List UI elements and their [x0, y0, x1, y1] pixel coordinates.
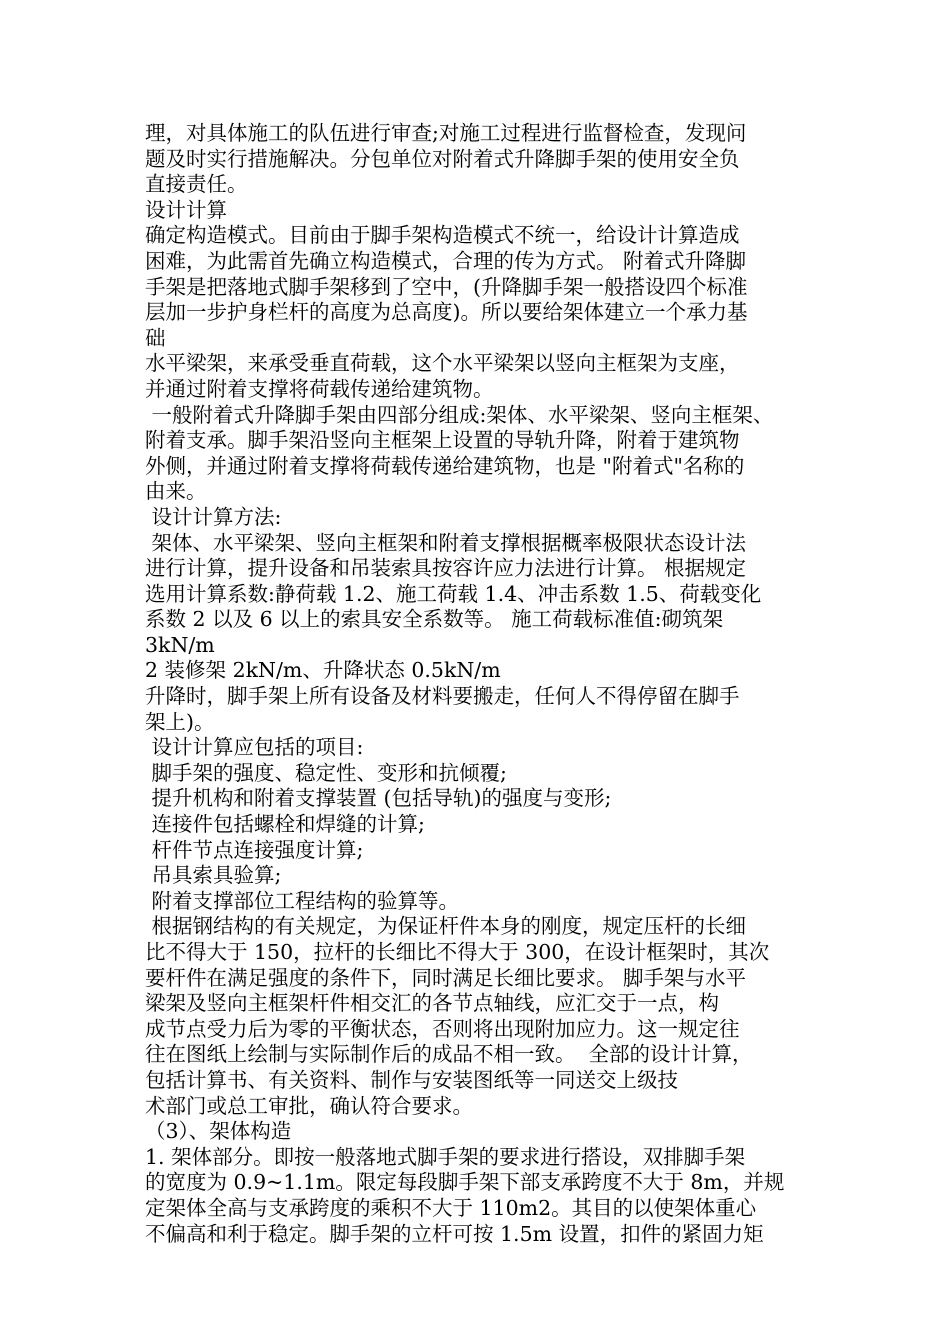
text-line: 往在图纸上绘制与实际制作后的成品不相一致。 全部的设计计算， [145, 1042, 753, 1067]
section-heading: （3）、架体构造 [145, 1119, 292, 1144]
text-line: 不偏高和利于稳定。脚手架的立杆可按 1.5m 设置，扣件的紧固力矩 [145, 1221, 764, 1246]
text-line: 一般附着式升降脚手架由四部分组成:架体、水平梁架、竖向主框架、 [145, 402, 774, 427]
section-heading: 设计计算应包括的项目: [145, 735, 364, 760]
text-line: 术部门或总工审批，确认符合要求。 [145, 1093, 473, 1118]
section-heading: 设计计算方法: [145, 504, 282, 529]
text-line: 手架是把落地式脚手架移到了空中，(升降脚手架一般搭设四个标准 [145, 274, 748, 299]
text-line: 1. 架体部分。即按一般落地式脚手架的要求进行搭设，双排脚手架 [145, 1144, 746, 1169]
list-item: 附着支撑部位工程结构的验算等。 [145, 888, 460, 913]
text-line: 架体、水平梁架、竖向主框架和附着支撑根据概率极限状态设计法 [145, 530, 747, 555]
text-line: 梁架及竖向主框架杆件相交汇的各节点轴线，应汇交于一点，构 [145, 991, 719, 1016]
text-line: 层加一步护身栏杆的高度为总高度)。所以要给架体建立一个承力基 [145, 300, 748, 325]
list-item: 脚手架的强度、稳定性、变形和抗倾覆; [145, 760, 507, 785]
text-line: 的宽度为 0.9~1.1m。限定每段脚手架下部支承跨度不大于 8m，并规 [145, 1170, 785, 1195]
text-line: 由来。 [145, 479, 207, 504]
document-body [145, 121, 845, 1247]
section-heading: 设计计算 [145, 197, 227, 222]
text-line: 系数 2 以及 6 以上的索具安全系数等。 施工荷载标准值:砌筑架 [145, 607, 724, 632]
text-line: 困难，为此需首先确立构造模式，合理的传为方式。 附着式升降脚 [145, 248, 747, 273]
text-line: 3kN/m [145, 632, 215, 657]
text-line: 定架体全高与支承跨度的乘积不大于 110m2。其目的以使架体重心 [145, 1195, 757, 1220]
text-line: 2 装修架 2kN/m、升降状态 0.5kN/m [145, 658, 501, 683]
list-item: 提升机构和附着支撑装置 (包括导轨)的强度与变形; [145, 786, 612, 811]
text-line: 比不得大于 150，拉杆的长细比不得大于 300，在设计框架时，其次 [145, 940, 770, 964]
text-line: 包括计算书、有关资料、制作与安装图纸等一同送交上级技 [145, 1067, 678, 1092]
text-line: 升降时，脚手架上所有设备及材料要搬走，任何人不得停留在脚手 [145, 684, 740, 709]
text-line: 根据钢结构的有关规定，为保证杆件本身的刚度，规定压杆的长细 [145, 914, 747, 939]
text-line: 直接责任。 [145, 172, 248, 197]
text-line: 选用计算系数:静荷载 1.2、施工荷载 1.4、冲击系数 1.5、荷载变化 [145, 581, 762, 606]
text-line: 要杆件在满足强度的条件下，同时满足长细比要求。 脚手架与水平 [145, 965, 747, 990]
text-line: 架上)。 [145, 709, 215, 734]
text-line: 成节点受力后为零的平衡状态，否则将出现附加应力。这一规定往 [145, 1016, 740, 1041]
list-item: 连接件包括螺栓和焊缝的计算; [145, 812, 425, 837]
text-line: 并通过附着支撑将荷载传递给建筑物。 [145, 376, 494, 401]
text-line: 水平梁架，来承受垂直荷载，这个水平梁架以竖向主框架为支座， [145, 351, 740, 376]
text-line: 础 [145, 325, 166, 350]
text-line: 理，对具体施工的队伍进行审查;对施工过程进行监督检查，发现问 [145, 121, 747, 145]
list-item: 杆件节点连接强度计算; [145, 837, 364, 862]
text-line: 确定构造模式。目前由于脚手架构造模式不统一，给设计计算造成 [145, 223, 740, 248]
text-line: 附着支承。脚手架沿竖向主框架上设置的导轨升降，附着于建筑物 [145, 428, 740, 453]
text-line: 外侧，并通过附着支撑将荷载传递给建筑物，也是 "附着式"名称的 [145, 453, 745, 478]
text-line: 题及时实行措施解决。分包单位对附着式升降脚手架的使用安全负 [145, 146, 740, 171]
text-line: 进行计算，提升设备和吊装索具按容许应力法进行计算。 根据规定 [145, 556, 747, 581]
list-item: 吊具索具验算; [145, 863, 282, 888]
